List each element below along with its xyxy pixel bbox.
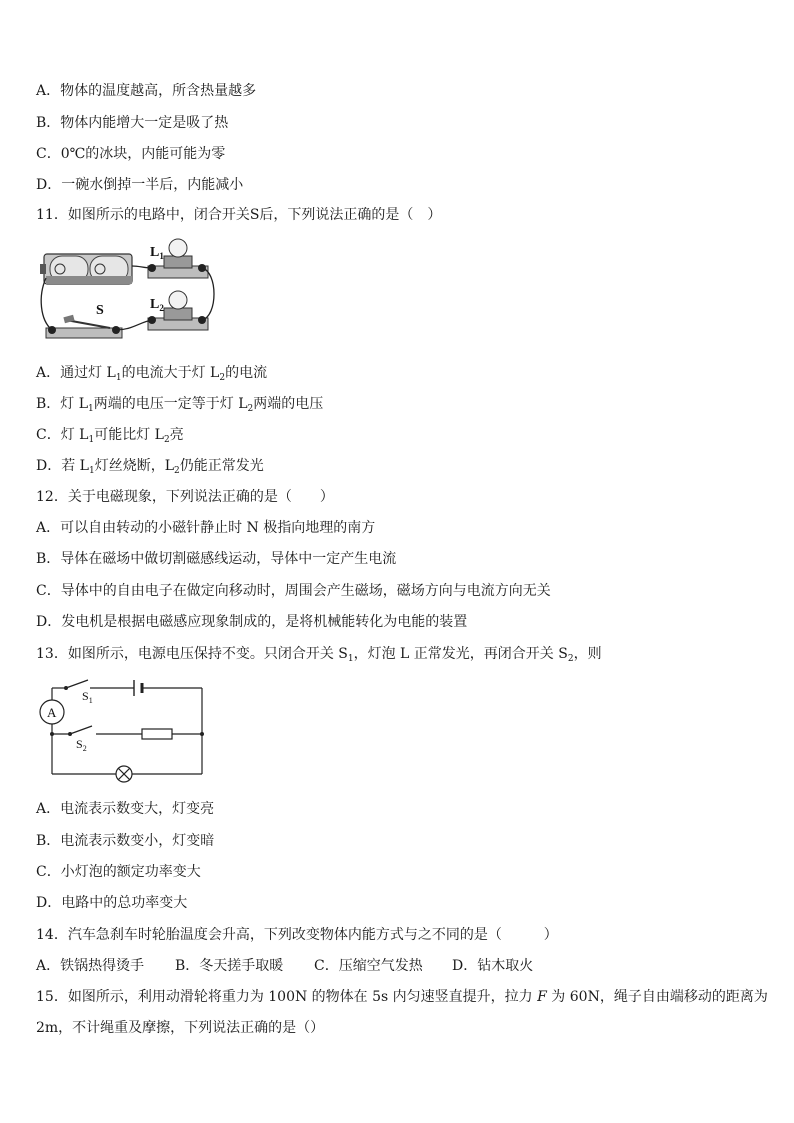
q12-stem: 12．关于电磁现象，下列说法正确的是（ ） [36, 489, 334, 505]
q12-option-c: C．导体中的自由电子在做定向移动时，周围会产生磁场，磁场方向与电流方向无关 [36, 583, 551, 599]
q11-label-l1: L [150, 245, 160, 260]
q11-label-l1-sub: 1 [159, 251, 164, 261]
q15-stem-line1: 15．如图所示，利用动滑轮将重力为 100N 的物体在 5s 内匀速竖直提升，拉力 F 为 60N，绳子自由端移动的距离为 [36, 989, 768, 1005]
q11-circuit-figure [36, 236, 226, 348]
svg-text:L2 [150, 297, 164, 313]
q10-option-b: B．物体内能增大一定是吸了热 [36, 115, 229, 131]
q12-option-b: B．导体在磁场中做切割磁感线运动，导体中一定产生电流 [36, 551, 397, 567]
q10-option-a: A．物体的温度越高，所含热量越多 [36, 83, 257, 99]
q13-option-b: B．电流表示数变小，灯变暗 [36, 833, 215, 849]
q13-ammeter-label: A [47, 705, 57, 720]
q14-stem: 14．汽车急刹车时轮胎温度会升高，下列改变物体内能方式与之不同的是（ ） [36, 927, 558, 943]
svg-text:S2 [76, 737, 87, 753]
q13-label-s2-sub: 2 [82, 744, 87, 753]
q11-option-b: B．灯 $L_1$两端的电压一定等于灯 $L_2$两端的电压 [36, 396, 324, 414]
q10-option-d: D．一碗水倒掉一半后，内能减小 [36, 177, 244, 193]
q10-option-c: C．0℃的冰块，内能可能为零 [36, 146, 226, 162]
q14-option-c: C．压缩空气发热 [314, 958, 423, 974]
q13-circuit-figure [36, 674, 208, 786]
q13-option-d: D．电路中的总功率变大 [36, 895, 188, 911]
q12-option-a: A．可以自由转动的小磁针静止时 N 极指向地理的南方 [36, 520, 376, 536]
q11-option-a: A．通过灯 $L_1$的电流大于灯 $L_2$的电流 [36, 365, 268, 383]
q13-label-s1: S [82, 689, 89, 703]
q14-option-a: A．铁锅热得烫手 [36, 958, 145, 974]
q15-stem-line2: 2m，不计绳重及摩擦，下列说法正确的是（） [36, 1020, 325, 1036]
q13-option-c: C．小灯泡的额定功率变大 [36, 864, 201, 880]
q12-option-d: D．发电机是根据电磁感应现象制成的，是将机械能转化为电能的装置 [36, 614, 468, 630]
q14-option-d: D．钻木取火 [452, 958, 534, 974]
q13-label-s2: S [76, 737, 83, 751]
q11-option-d: D．若 $L_1$灯丝烧断，$L_2$仍能正常发光 [36, 458, 264, 476]
q13-option-a: A．电流表示数变大，灯变亮 [36, 801, 215, 817]
q11-label-l2-sub: 2 [159, 303, 164, 313]
q11-label-l2: L [150, 297, 160, 312]
q11-stem: 11．如图所示的电路中，闭合开关S后，下列说法正确的是（ ） [36, 207, 442, 223]
q11-option-c: C．灯 $L_1$可能比灯 $L_2$亮 [36, 427, 184, 445]
svg-text:L1 [150, 245, 164, 261]
q13-label-s1-sub: 1 [88, 696, 93, 705]
q14-option-b: B．冬天搓手取暖 [175, 958, 284, 974]
q11-label-s: S [96, 303, 104, 318]
q13-stem: 13．如图所示，电源电压保持不变。只闭合开关 $S_1$，灯泡 L 正常发光，再闭合开关 $S_2$，则 [36, 646, 602, 664]
svg-text:S1 [82, 689, 93, 705]
